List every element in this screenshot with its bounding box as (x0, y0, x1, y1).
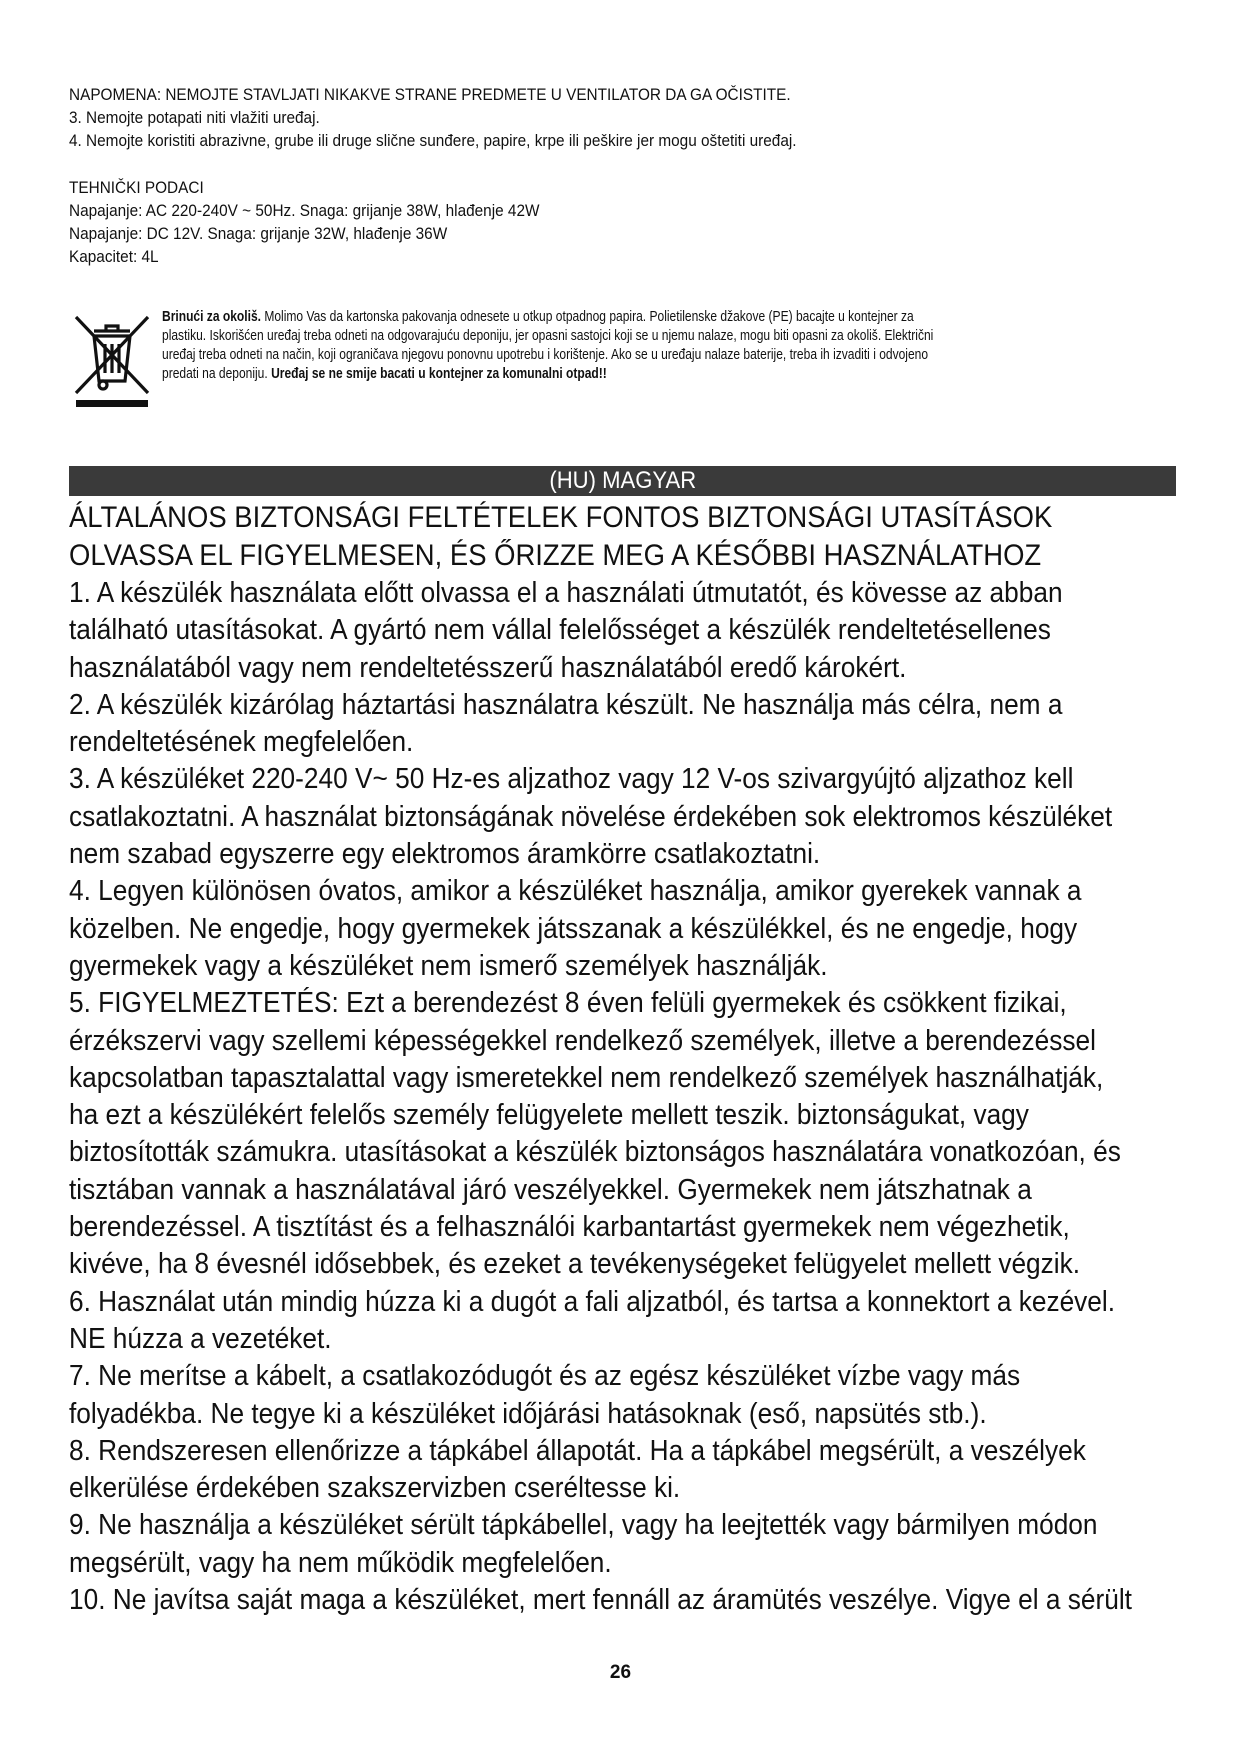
safety-heading: OLVASSA EL FIGYELMESEN, ÉS ŐRIZZE MEG A KÉSŐBBI HASZNÁLATHOZ (69, 539, 1042, 572)
technical-data-line: Napajanje: DC 12V. Snaga: grijanje 32W, hlađenje 36W (69, 225, 448, 243)
environment-notice (69, 308, 1179, 408)
page-number: 26 (609, 1662, 632, 1683)
body-line: tisztában vannak a használatával járó veszélyekkel. Gyermekek nem játszhatnak a (69, 1173, 1032, 1206)
body-line: használatából vagy nem rendeltetésszerű használatából eredő károkért. (69, 651, 907, 684)
body-line: közelben. Ne engedje, hogy gyermekek játsszanak a készülékkel, és ne engedje, hogy (69, 912, 1078, 945)
crossed-out-wheelie-bin-icon (72, 313, 152, 409)
body-line: gyermekek vagy a készüléket nem ismerő személyek használják. (69, 949, 828, 982)
note-line: NAPOMENA: NEMOJTE STAVLJATI NIKAKVE STRANE PREDMETE U VENTILATOR DA GA OČISTITE. (69, 86, 791, 104)
serbian-notes (69, 84, 1179, 269)
environment-line: uređaj treba odneti na način, koji ograničava njegovu ponovnu upotrebu i korištenje. Ako se u uređaju nalaze baterije, treba ih izvaditi i odvojeno (162, 347, 929, 363)
body-line: 9. Ne használja a készüléket sérült tápkábellel, vagy ha leejtették vagy bármilyen módon (69, 1509, 1098, 1542)
body-line: kapcsolatban tapasztalattal vagy ismeretekkel nem rendelkező személyek használhatják, (69, 1061, 1104, 1094)
body-line: rendeltetésének megfelelően. (69, 726, 414, 759)
body-line: 7. Ne merítse a kábelt, a csatlakozódugót és az egész készüléket vízbe vagy más (69, 1360, 1021, 1393)
body-line: NE húzza a vezetéket. (69, 1322, 332, 1355)
technical-data-line: Napajanje: AC 220-240V ~ 50Hz. Snaga: grijanje 38W, hlađenje 42W (69, 202, 540, 220)
note-line: 4. Nemojte koristiti abrazivne, grube ili druge slične sunđere, papire, krpe ili peškire jer mogu oštetiti uređaj. (69, 132, 797, 150)
body-line: elkerülése érdekében szakszervizben cseréltesse ki. (69, 1472, 681, 1505)
environment-warning: Uređaj se ne smije bacati u kontejner za komunalni otpad!! (271, 366, 607, 382)
body-line: 5. FIGYELMEZTETÉS: Ezt a berendezést 8 éven felüli gyermekek és csökkent fizikai, (69, 987, 1067, 1020)
body-line: 2. A készülék kizárólag háztartási használatra készült. Ne használja más célra, nem a (69, 688, 1063, 721)
body-line: nem szabad egyszerre egy elektromos áramkörre csatlakoztatni. (69, 838, 821, 871)
section-header-label: (HU) MAGYAR (549, 467, 696, 494)
body-line: berendezéssel. A tisztítást és a felhasználói karbantartást gyermekek nem végezhetik, (69, 1211, 1070, 1244)
section-header-bar (69, 466, 1176, 496)
body-line: 3. A készüléket 220-240 V~ 50 Hz-es aljzathoz vagy 12 V-os szivargyújtó aljzathoz kell (69, 763, 1074, 796)
technical-data-line: Kapacitet: 4L (69, 248, 159, 266)
body-line: 8. Rendszeresen ellenőrizze a tápkábel állapotát. Ha a tápkábel megsérült, a veszélyek (69, 1434, 1086, 1467)
environment-line: predati na deponiju. (162, 366, 272, 382)
safety-heading: ÁLTALÁNOS BIZTONSÁGI FELTÉTELEK FONTOS BIZTONSÁGI UTASÍTÁSOK (69, 501, 1053, 534)
technical-data-title: TEHNIČKI PODACI (69, 179, 204, 197)
body-line: 6. Használat után mindig húzza ki a dugót a fali aljzatból, és tartsa a konnektort a kezével. (69, 1285, 1116, 1318)
environment-text (162, 308, 1025, 384)
hungarian-safety-text (69, 499, 1179, 1619)
body-line: megsérült, vagy ha nem működik megfelelően. (69, 1546, 612, 1579)
technical-data (69, 177, 1179, 269)
environment-line: Molimo Vas da kartonska pakovanja odnesete u otkup otpadnog papira. Polietilenske džakove (PE) bacajte u kontejner za (260, 309, 914, 325)
body-line: folyadékba. Ne tegye ki a készüléket időjárási hatásoknak (eső, napsütés stb.). (69, 1397, 987, 1430)
body-line: biztosították számukra. utasításokat a készülék biztonságos használatára vonatkozóan, és (69, 1136, 1121, 1169)
environment-line: plastiku. Iskorišćen uređaj treba odneti na odgovarajuću deponiju, jer opasni sastojci koji se u njemu nalaze, mogu biti opasni za okoliš. Električni (162, 328, 934, 344)
body-line: ha ezt a készülékért felelős személy felügyelete mellett teszik. biztonságukat, vagy (69, 1099, 1029, 1132)
note-line: 3. Nemojte potapati niti vlažiti uređaj. (69, 109, 320, 127)
environment-label: Brinući za okoliš. (162, 309, 261, 325)
body-line: 4. Legyen különösen óvatos, amikor a készüléket használja, amikor gyerekek vannak a (69, 875, 1082, 908)
body-line: kivéve, ha 8 évesnél idősebbek, és ezeket a tevékenységeket felügyelet mellett végzik. (69, 1248, 1081, 1281)
body-line: csatlakoztatni. A használat biztonságának növelése érdekében sok elektromos készüléket (69, 800, 1113, 833)
body-line: 1. A készülék használata előtt olvassa el a használati útmutatót, és kövesse az abban (69, 577, 1063, 609)
body-line: érzékszervi vagy szellemi képességekkel rendelkező személyek, illetve a berendezéssel (69, 1024, 1096, 1057)
body-line: 10. Ne javítsa saját maga a készüléket, mert fennáll az áramütés veszélye. Vigye el a sérült (69, 1584, 1132, 1617)
body-line: található utasításokat. A gyártó nem vállal felelősséget a készülék rendeltetésellenes (69, 614, 1051, 647)
